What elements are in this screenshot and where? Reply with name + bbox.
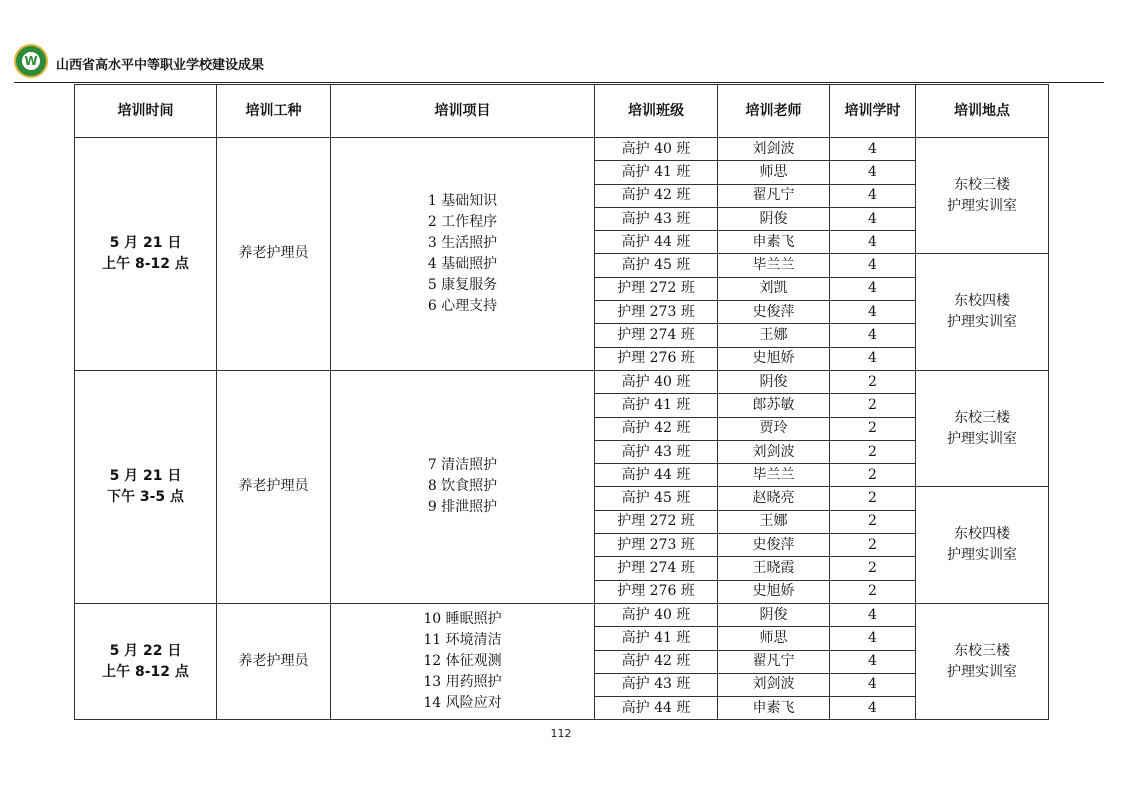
- teacher-cell: 刘凯: [718, 277, 830, 300]
- column-header-time: 培训时间: [75, 85, 217, 138]
- teacher-cell: 申素飞: [718, 231, 830, 254]
- training-job-cell: 养老护理员: [217, 603, 331, 719]
- column-header-teacher: 培训老师: [718, 85, 830, 138]
- hours-cell: 4: [830, 138, 916, 161]
- hours-cell: 2: [830, 580, 916, 603]
- class-cell: 高护 45 班: [595, 254, 718, 277]
- column-header-items: 培训项目: [331, 85, 595, 138]
- hours-cell: 2: [830, 464, 916, 487]
- training-items-cell: [331, 138, 595, 371]
- class-cell: 护理 273 班: [595, 534, 718, 557]
- class-cell: 护理 276 班: [595, 347, 718, 370]
- class-cell: 高护 40 班: [595, 603, 718, 626]
- teacher-cell: 翟凡宁: [718, 650, 830, 673]
- hours-cell: 2: [830, 394, 916, 417]
- hours-cell: 4: [830, 161, 916, 184]
- class-cell: 高护 41 班: [595, 627, 718, 650]
- page-header: [14, 44, 1104, 84]
- class-cell: 高护 43 班: [595, 207, 718, 230]
- training-job-cell: 养老护理员: [217, 138, 331, 371]
- training-item: 9 排泄照护: [427, 499, 498, 516]
- hours-cell: 2: [830, 510, 916, 533]
- class-cell: 护理 274 班: [595, 557, 718, 580]
- class-cell: 护理 272 班: [595, 277, 718, 300]
- location-line: 东校四楼: [954, 293, 1010, 310]
- training-items-cell: [331, 370, 595, 603]
- training-date: 5 月 22 日: [109, 642, 182, 659]
- school-logo: [14, 44, 48, 78]
- teacher-cell: 王晓霞: [718, 557, 830, 580]
- table-header-row: [75, 85, 1049, 138]
- training-job-cell: 养老护理员: [217, 370, 331, 603]
- training-hours-range: 下午 3-5 点: [106, 488, 185, 505]
- hours-cell: 2: [830, 417, 916, 440]
- hours-cell: 4: [830, 231, 916, 254]
- class-cell: 高护 42 班: [595, 417, 718, 440]
- class-cell: 高护 41 班: [595, 161, 718, 184]
- teacher-cell: 刘剑波: [718, 440, 830, 463]
- teacher-cell: 史旭娇: [718, 580, 830, 603]
- hours-cell: 2: [830, 534, 916, 557]
- teacher-cell: 刘剑波: [718, 673, 830, 696]
- class-cell: 高护 40 班: [595, 370, 718, 393]
- hours-cell: 4: [830, 277, 916, 300]
- class-cell: 高护 45 班: [595, 487, 718, 510]
- location-cell: [916, 370, 1049, 486]
- column-header-job: 培训工种: [217, 85, 331, 138]
- location-line: 东校三楼: [954, 176, 1010, 193]
- column-header-location: 培训地点: [916, 85, 1049, 138]
- training-date: 5 月 21 日: [109, 234, 182, 251]
- training-item: 6 心理支持: [427, 297, 498, 314]
- header-title: 山西省高水平中等职业学校建设成果: [56, 58, 265, 73]
- training-time-cell: [75, 370, 217, 603]
- training-item: 12 体征观测: [423, 653, 502, 670]
- hours-cell: 4: [830, 207, 916, 230]
- class-cell: 护理 276 班: [595, 580, 718, 603]
- class-cell: 高护 40 班: [595, 138, 718, 161]
- class-cell: 高护 42 班: [595, 650, 718, 673]
- header-divider: [14, 82, 1104, 83]
- hours-cell: 4: [830, 673, 916, 696]
- training-time-cell: [75, 138, 217, 371]
- class-cell: 护理 272 班: [595, 510, 718, 533]
- table-row: [75, 370, 1049, 393]
- training-item: 1 基础知识: [427, 192, 498, 209]
- class-cell: 高护 44 班: [595, 697, 718, 720]
- teacher-cell: 贾玲: [718, 417, 830, 440]
- training-item: 8 饮食照护: [427, 478, 498, 495]
- teacher-cell: 师思: [718, 627, 830, 650]
- column-header-hours: 培训学时: [830, 85, 916, 138]
- page-number: 112: [550, 727, 572, 740]
- class-cell: 高护 42 班: [595, 184, 718, 207]
- hours-cell: 2: [830, 370, 916, 393]
- teacher-cell: 毕兰兰: [718, 464, 830, 487]
- training-time-cell: [75, 603, 217, 719]
- training-items-cell: [331, 603, 595, 719]
- teacher-cell: 阴俊: [718, 603, 830, 626]
- school-logo-mark: W: [22, 52, 40, 70]
- location-line: 东校四楼: [954, 526, 1010, 543]
- teacher-cell: 刘剑波: [718, 138, 830, 161]
- teacher-cell: 王娜: [718, 510, 830, 533]
- training-date: 5 月 21 日: [109, 467, 182, 484]
- training-item: 13 用药照护: [423, 674, 502, 691]
- teacher-cell: 翟凡宁: [718, 184, 830, 207]
- hours-cell: 2: [830, 487, 916, 510]
- location-cell: [916, 254, 1049, 370]
- training-hours-range: 上午 8-12 点: [102, 255, 189, 272]
- teacher-cell: 郎苏敏: [718, 394, 830, 417]
- hours-cell: 4: [830, 603, 916, 626]
- training-item: 4 基础照护: [427, 255, 498, 272]
- teacher-cell: 申素飞: [718, 697, 830, 720]
- column-header-class: 培训班级: [595, 85, 718, 138]
- location-line: 东校三楼: [954, 409, 1010, 426]
- class-cell: 高护 41 班: [595, 394, 718, 417]
- training-item: 10 睡眠照护: [423, 611, 502, 628]
- location-cell: [916, 138, 1049, 254]
- hours-cell: 4: [830, 697, 916, 720]
- teacher-cell: 史旭娇: [718, 347, 830, 370]
- location-line: 护理实训室: [947, 663, 1017, 680]
- hours-cell: 4: [830, 627, 916, 650]
- location-cell: [916, 487, 1049, 603]
- hours-cell: 4: [830, 347, 916, 370]
- hours-cell: 4: [830, 254, 916, 277]
- hours-cell: 4: [830, 301, 916, 324]
- teacher-cell: 毕兰兰: [718, 254, 830, 277]
- training-schedule-table: [74, 84, 1049, 720]
- class-cell: 高护 44 班: [595, 231, 718, 254]
- hours-cell: 4: [830, 324, 916, 347]
- hours-cell: 2: [830, 440, 916, 463]
- hours-cell: 2: [830, 557, 916, 580]
- training-item: 2 工作程序: [427, 213, 498, 230]
- teacher-cell: 史俊萍: [718, 301, 830, 324]
- training-item: 7 清洁照护: [427, 457, 498, 474]
- training-item: 5 康复服务: [427, 276, 498, 293]
- table-row: [75, 603, 1049, 626]
- location-line: 护理实训室: [947, 314, 1017, 331]
- hours-cell: 4: [830, 184, 916, 207]
- location-line: 护理实训室: [947, 547, 1017, 564]
- class-cell: 高护 43 班: [595, 673, 718, 696]
- teacher-cell: 王娜: [718, 324, 830, 347]
- location-line: 护理实训室: [947, 430, 1017, 447]
- location-cell: [916, 603, 1049, 719]
- teacher-cell: 阴俊: [718, 370, 830, 393]
- hours-cell: 4: [830, 650, 916, 673]
- class-cell: 护理 274 班: [595, 324, 718, 347]
- class-cell: 护理 273 班: [595, 301, 718, 324]
- teacher-cell: 赵晓亮: [718, 487, 830, 510]
- teacher-cell: 阴俊: [718, 207, 830, 230]
- class-cell: 高护 43 班: [595, 440, 718, 463]
- class-cell: 高护 44 班: [595, 464, 718, 487]
- teacher-cell: 史俊萍: [718, 534, 830, 557]
- training-item: 11 环境清洁: [423, 632, 502, 649]
- location-line: 东校三楼: [954, 642, 1010, 659]
- location-line: 护理实训室: [947, 197, 1017, 214]
- training-item: 14 风险应对: [423, 695, 502, 712]
- training-item: 3 生活照护: [427, 234, 498, 251]
- training-hours-range: 上午 8-12 点: [102, 663, 189, 680]
- teacher-cell: 师思: [718, 161, 830, 184]
- table-row: [75, 138, 1049, 161]
